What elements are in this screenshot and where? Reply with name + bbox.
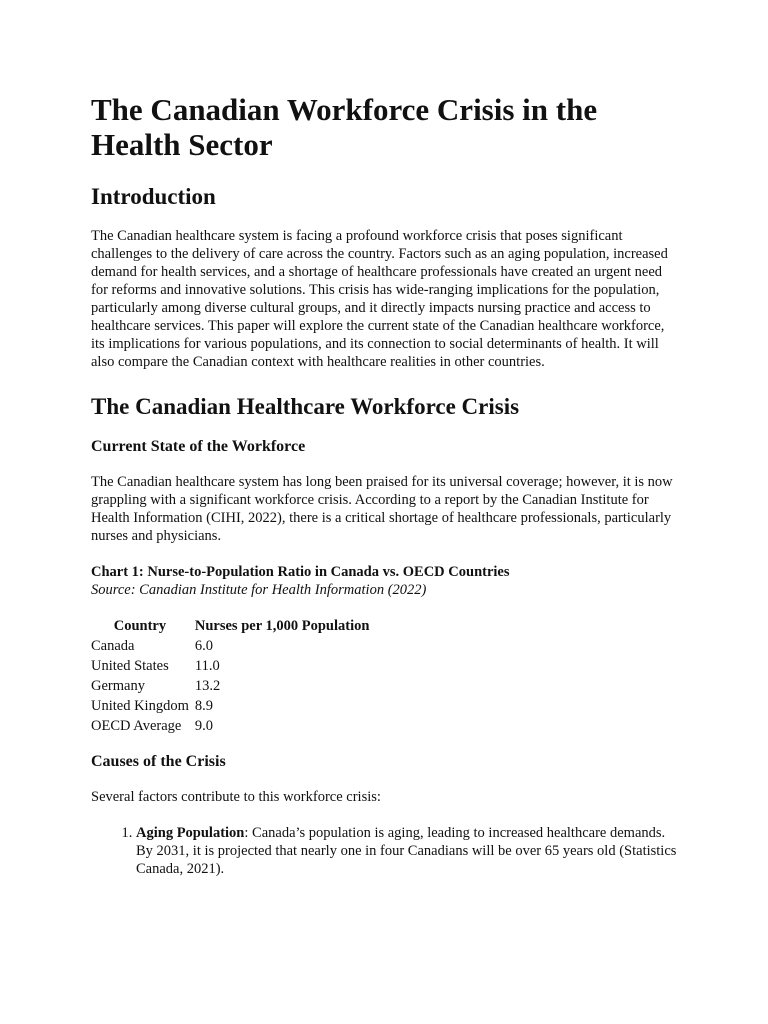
causes-list (91, 824, 681, 878)
table-row (91, 696, 375, 716)
column-header-nurses: Nurses per 1,000 Population (194, 618, 370, 634)
country-cell: Canada (91, 638, 135, 654)
introduction-paragraph: The Canadian healthcare system is facing a profound workforce crisis that poses significant challenges to the delivery of care across the country. Factors such as an aging population, increased demand for health services, and a shortage of healthcare professionals have created an urgent need for reforms and innovative solutions. This crisis has wide-ranging implications for the population, particularly among diverse cultural groups, and it directly impacts nursing practice and access to healthcare services. This paper will explore the current state of the Canadian healthcare workforce, its implications for various populations, and its connection to social determinants of health. It will also compare the Canadian context with healthcare realities in other countries. (91, 228, 668, 370)
document-title: The Canadian Workforce Crisis in the Health Sector (91, 92, 598, 162)
column-header-country: Country (113, 618, 167, 634)
value-cell: 13.2 (194, 678, 221, 694)
country-cell: United Kingdom (91, 698, 189, 714)
introduction-heading: Introduction (91, 184, 216, 209)
country-cell: United States (91, 658, 169, 674)
table-header-row (91, 616, 375, 636)
value-cell: 8.9 (194, 698, 213, 714)
list-item (136, 824, 681, 878)
causes-intro: Several factors contribute to this workforce crisis: (91, 789, 381, 805)
current-state-heading: Current State of the Workforce (91, 438, 306, 455)
list-item-term: Aging Population (136, 825, 245, 841)
country-cell: Germany (91, 678, 145, 694)
chart-title: Chart 1: Nurse-to-Population Ratio in Canada vs. OECD Countries (91, 564, 510, 580)
table-row (91, 676, 375, 696)
list-item-text: : Canada’s population is aging, leading to increased healthcare demands. By 2031, it is projected that nearly one in four Canadians will be over 65 years old (Statistics Canada, 2021). (136, 825, 677, 877)
table-row (91, 656, 375, 676)
chart-source: Source: Canadian Institute for Health Information (2022) (91, 582, 427, 598)
table-row (91, 716, 375, 736)
country-cell: OECD Average (91, 718, 182, 734)
table-row (91, 636, 375, 656)
value-cell: 9.0 (194, 718, 213, 734)
causes-heading: Causes of the Crisis (91, 753, 226, 770)
value-cell: 11.0 (194, 658, 220, 674)
document-page (91, 92, 681, 878)
nurse-ratio-table (91, 616, 375, 736)
current-state-paragraph: The Canadian healthcare system has long been praised for its universal coverage; however, it is now grappling with a significant workforce crisis. According to a report by the Canadian Institute for Health Information (CIHI, 2022), there is a critical shortage of healthcare professionals, particularly nurses and physicians. (91, 474, 673, 544)
workforce-crisis-heading: The Canadian Healthcare Workforce Crisis (91, 394, 520, 419)
value-cell: 6.0 (194, 638, 213, 654)
